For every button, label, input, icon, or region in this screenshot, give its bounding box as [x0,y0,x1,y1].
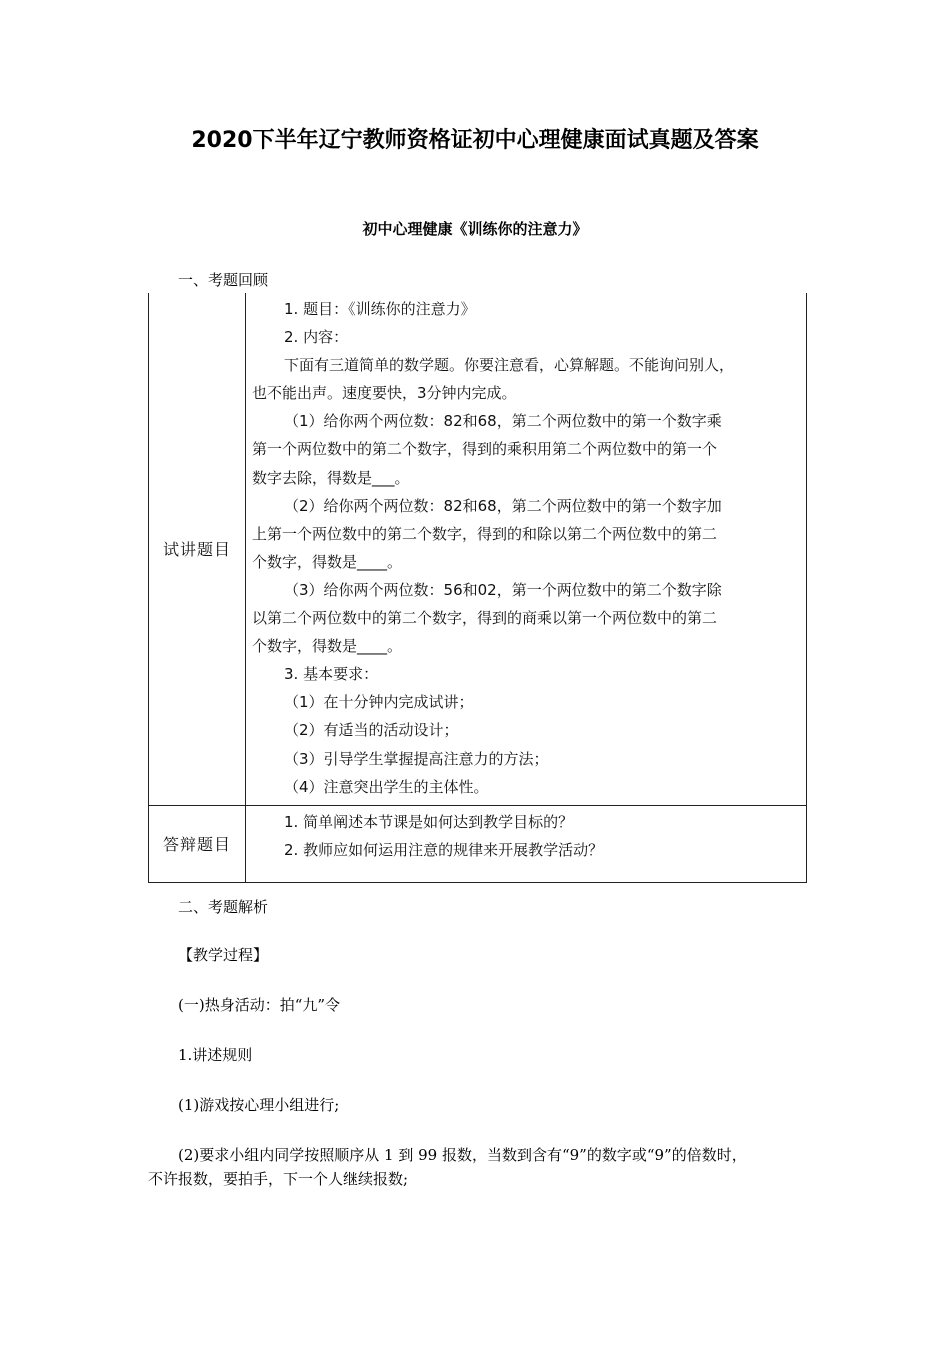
trial-line: （1）给你两个两位数：82和68，第二个两位数中的第一个数字乘 [284,412,722,431]
trial-line: 1. 题目：《训练你的注意力》 [284,300,476,318]
table-row-defense [149,805,807,882]
rule-item: (1)游戏按心理小组进行; [178,1096,340,1114]
trial-line: 个数字，得数是____。 [252,637,403,656]
table-row-trial [149,293,807,805]
trial-content [246,293,807,805]
trial-line: 3. 基本要求： [284,665,379,684]
trial-line: 数字去除，得数是___。 [252,468,410,487]
process-heading: 【教学过程】 [178,946,269,964]
trial-line: （2）给你两个两位数：82和68，第二个两位数中的第一个数字加 [284,496,722,515]
trial-line: （1）在十分钟内完成试讲； [284,693,474,712]
rule-item-continued: 不许报数，要拍手，下一个人继续报数; [148,1170,409,1188]
trial-line: （2）有适当的活动设计； [284,721,459,740]
document-title: 2020下半年辽宁教师资格证初中心理健康面试真题及答案 [191,128,759,153]
trial-label: 试讲题目 [149,293,246,805]
trial-line: （3）引导学生掌握提高注意力的方法； [284,749,549,768]
rules-heading: 1.讲述规则 [178,1046,253,1064]
trial-line: 以第二个两位数中的第二个数字，得到的商乘以第一个两位数中的第二 [252,609,718,628]
trial-line: 上第一个两位数中的第二个数字，得到的和除以第二个两位数中的第二 [252,524,718,543]
section-heading-review: 一、考题回顾 [178,271,269,289]
trial-line: （3）给你两个两位数：56和02，第一个两位数中的第二个数字除 [284,580,722,599]
trial-line: 个数字，得数是____。 [252,552,403,571]
defense-line: 1. 简单阐述本节课是如何达到教学目标的？ [284,812,574,831]
trial-line: 也不能出声。速度要快，3分钟内完成。 [252,384,517,403]
lesson-subtitle: 初中心理健康《训练你的注意力》 [362,220,588,238]
rule-item: (2)要求小组内同学按照顺序从 1 到 99 报数，当数到含有“9”的数字或“9”的倍数时， [178,1146,747,1164]
defense-content [246,805,807,882]
trial-line: 下面有三道简单的数学题。你要注意看，心算解题。不能询问别人， [284,356,735,375]
defense-line: 2. 教师应如何运用注意的规律来开展教学活动？ [284,840,604,859]
trial-line: 2. 内容： [284,328,349,347]
defense-label: 答辩题目 [149,805,246,882]
section-heading-analysis: 二、考题解析 [178,898,269,916]
exam-question-table [148,293,807,883]
trial-line: （4）注意突出学生的主体性。 [284,777,489,796]
trial-line: 第一个两位数中的第二个数字，得到的乘积用第二个两位数中的第一个 [252,440,718,459]
warmup-activity: (一)热身活动：拍“九”令 [178,996,341,1014]
